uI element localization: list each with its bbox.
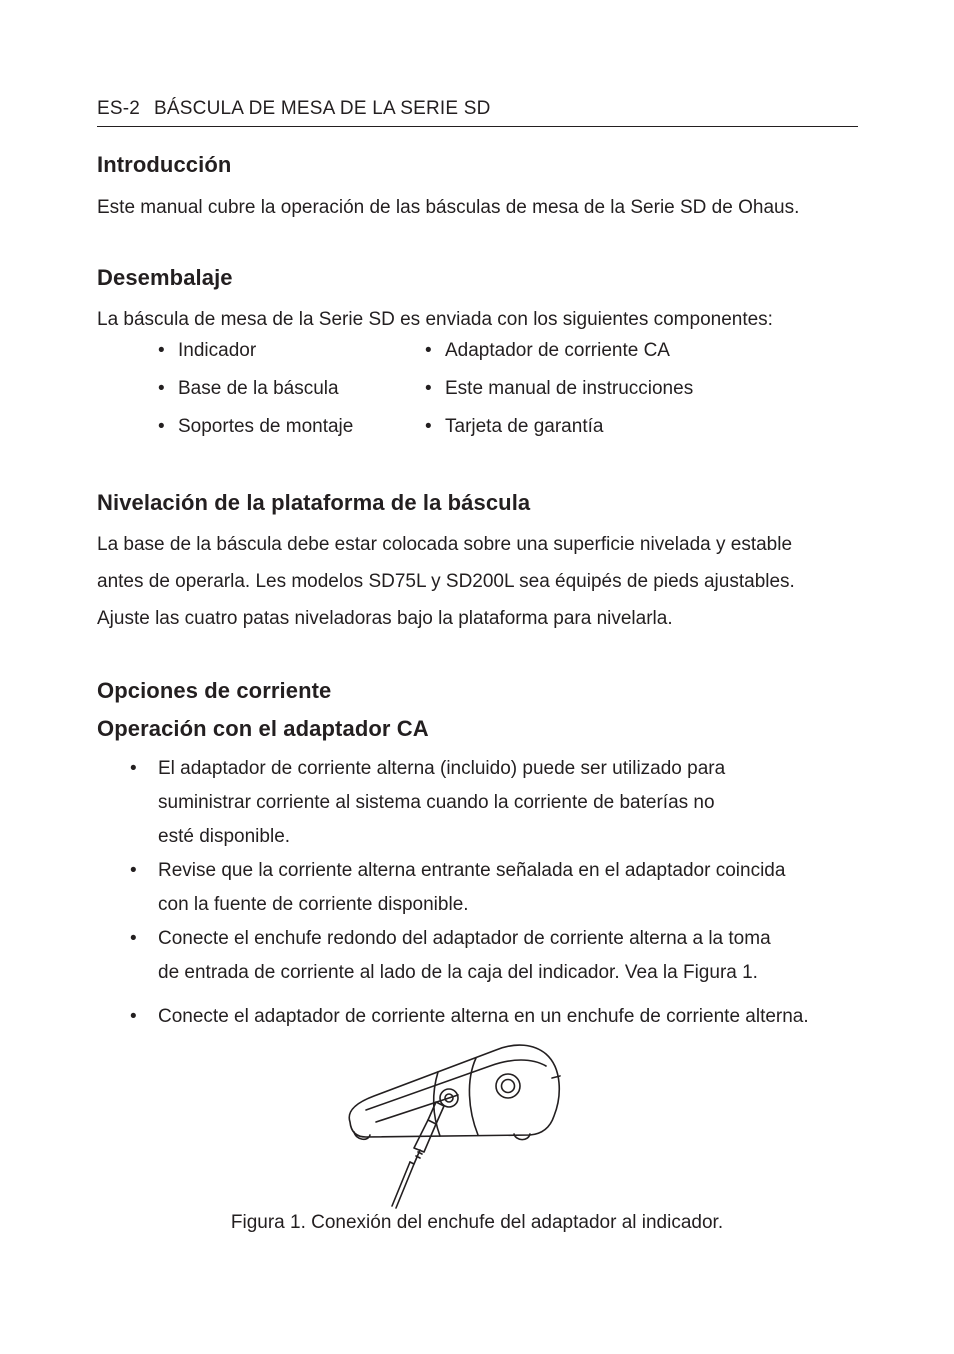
text-line: Ajuste las cuatro patas niveladoras bajo la plataforma para nivelarla.: [97, 608, 673, 629]
component-label: Adaptador de corriente CA: [445, 340, 670, 361]
text-line: suministrar corriente al sistema cuando la corriente de baterías no: [158, 792, 715, 813]
button-outer-ring: [496, 1074, 520, 1098]
text-line: El adaptador de corriente alterna (incluido) puede ser utilizado para: [158, 758, 726, 779]
component-item: [425, 378, 693, 400]
text-line: con la fuente de corriente disponible.: [158, 894, 469, 915]
bullet: •: [130, 928, 137, 949]
ac-adapter-subheading: Operación con el adaptador CA: [97, 716, 429, 741]
components-list: [158, 340, 758, 454]
component-item: [425, 340, 670, 362]
unpacking-text: La báscula de mesa de la Serie SD es enviada con los siguientes componentes:: [97, 309, 773, 330]
component-label: Tarjeta de garantía: [445, 416, 604, 437]
component-item: [158, 378, 339, 400]
panel-seam: [469, 1058, 478, 1135]
text-line: esté disponible.: [158, 826, 291, 847]
components-row: [158, 416, 758, 454]
components-row: [158, 340, 758, 378]
leveling-text: [97, 526, 857, 637]
bullet: •: [130, 758, 137, 779]
ac-adapter-list: [130, 752, 850, 1034]
unpacking-heading: Desembalaje: [97, 265, 233, 290]
leveling-heading: Nivelación de la plataforma de la báscula: [97, 490, 531, 515]
ac-cable: [392, 1162, 414, 1208]
component-label: Soportes de montaje: [178, 416, 354, 437]
intro-heading: Introducción: [97, 152, 232, 177]
bullet: •: [425, 340, 432, 361]
component-label: Indicador: [178, 340, 257, 361]
bullet: •: [158, 340, 165, 361]
button-inner-ring: [502, 1080, 515, 1093]
list-item: [130, 1000, 850, 1034]
component-label: Este manual de instrucciones: [445, 378, 694, 399]
bullet: •: [425, 378, 432, 399]
components-row: [158, 378, 758, 416]
component-item: [158, 340, 256, 362]
list-item: [130, 854, 850, 922]
text-line: Conecte el enchufe redondo del adaptador de corriente alterna a la toma: [158, 928, 771, 949]
bullet: •: [158, 378, 165, 399]
page-number: ES-2: [97, 98, 141, 119]
list-item: [130, 752, 850, 854]
text-line: Conecte el adaptador de corriente alterna en un enchufe de corriente alterna.: [158, 1006, 809, 1027]
bullet: •: [130, 860, 137, 881]
indicator-with-ac-plug-illustration: [340, 1040, 570, 1212]
running-header: [97, 98, 858, 127]
header-title: BÁSCULA DE MESA DE LA SERIE SD: [154, 98, 491, 119]
text-line: de entrada de corriente al lado de la caja del indicador. Vea la Figura 1.: [158, 962, 758, 983]
intro-text: Este manual cubre la operación de las básculas de mesa de la Serie SD de Ohaus.: [97, 197, 800, 218]
component-item: [425, 416, 603, 438]
text-line: antes de operarla. Les modelos SD75L y SD200L sea équipés de pieds ajustables.: [97, 571, 795, 592]
bullet: •: [158, 416, 165, 437]
plug-grip: [416, 1152, 422, 1158]
text-line: La base de la báscula debe estar colocada sobre una superficie nivelada y estable: [97, 534, 793, 555]
power-heading: Opciones de corriente: [97, 678, 332, 703]
component-item: [158, 416, 353, 438]
figure-caption: Figura 1. Conexión del enchufe del adaptador al indicador.: [230, 1212, 724, 1233]
list-item: [130, 922, 850, 990]
bullet: •: [130, 1006, 137, 1027]
text-line: Revise que la corriente alterna entrante señalada en el adaptador coincida: [158, 860, 786, 881]
bullet: •: [425, 416, 432, 437]
foot: [354, 1132, 370, 1139]
component-label: Base de la báscula: [178, 378, 339, 399]
